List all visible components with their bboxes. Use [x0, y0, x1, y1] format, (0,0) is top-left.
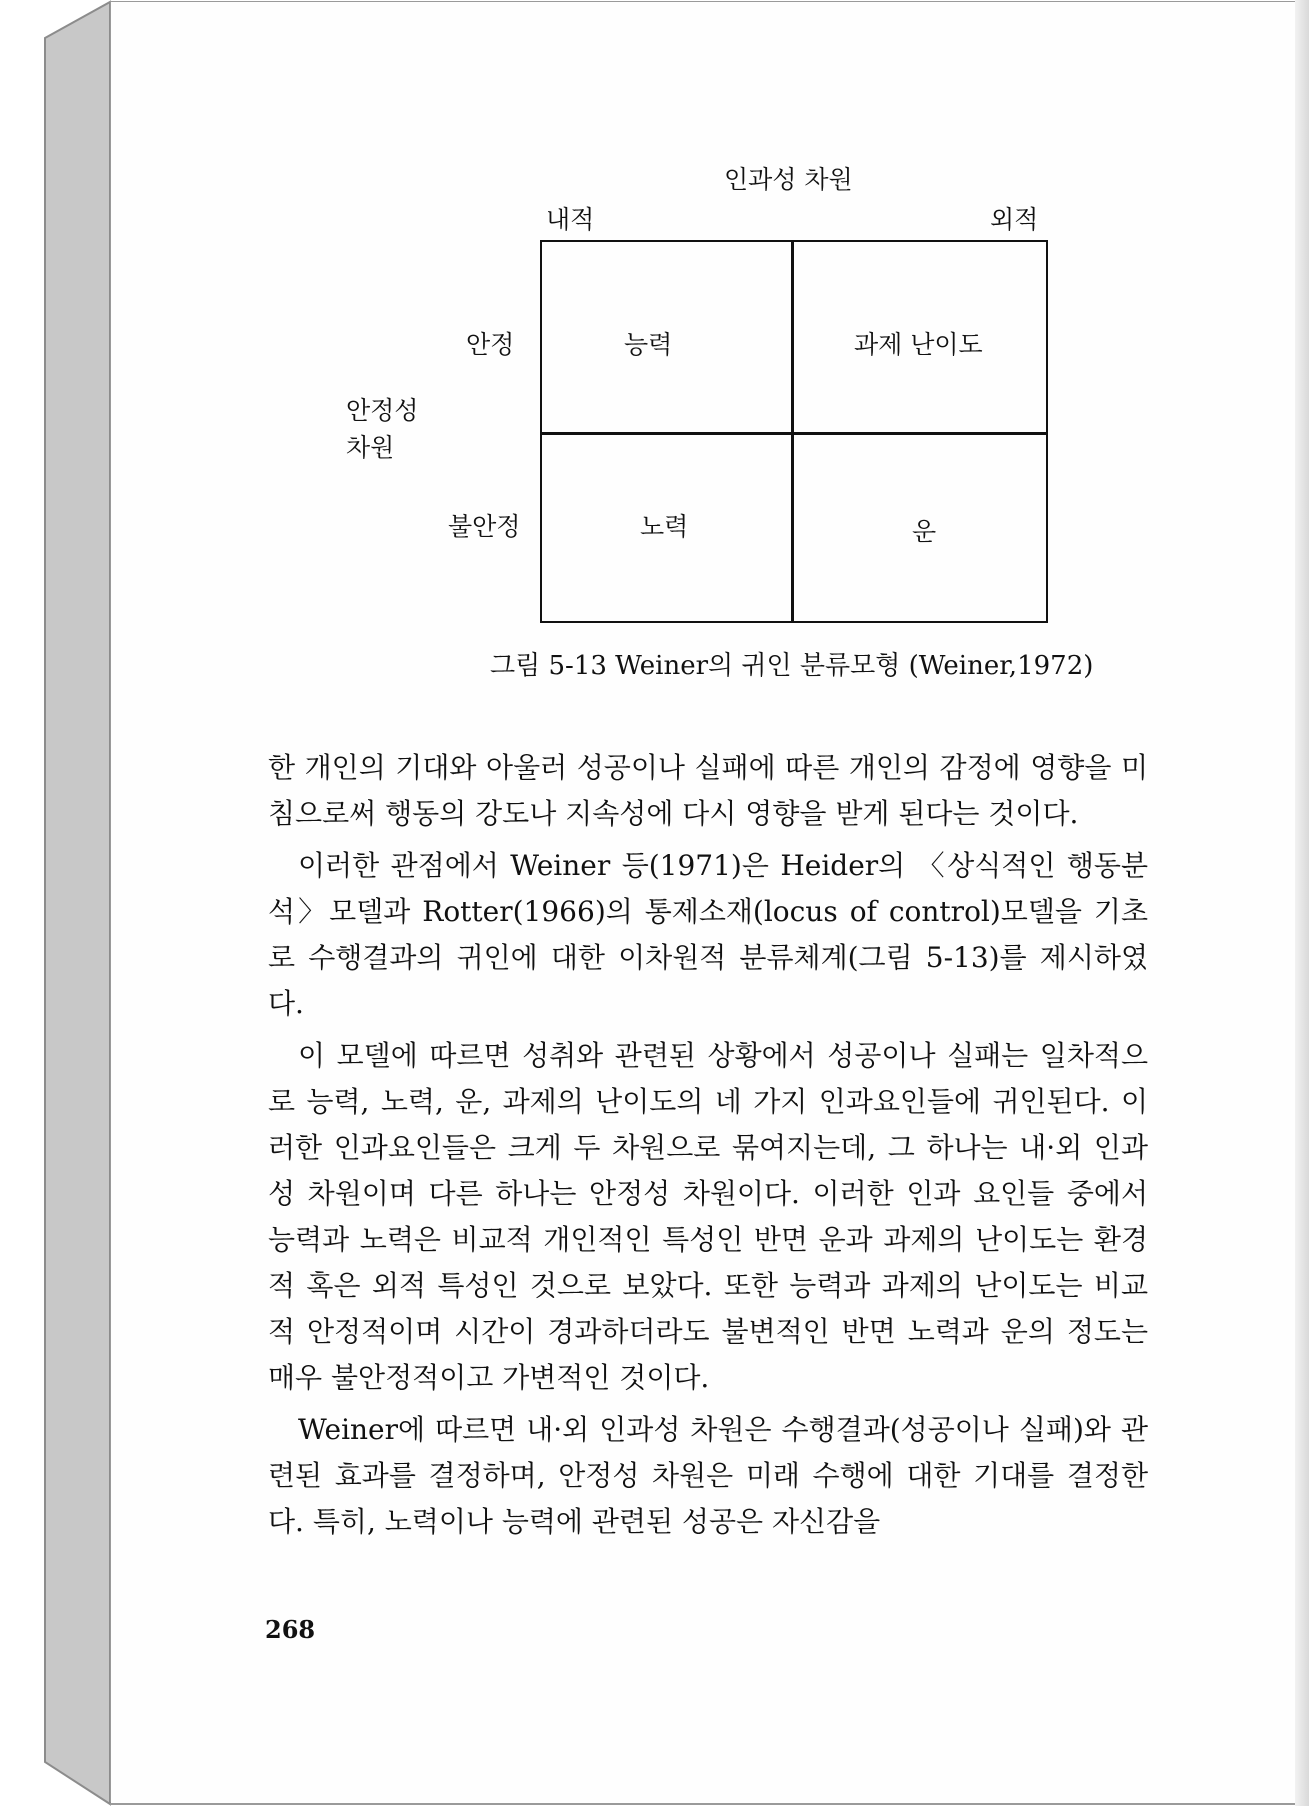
- column-label-internal: 내적: [546, 205, 595, 234]
- paragraph: 이 모델에 따르면 성취와 관련된 상황에서 성공이나 실패는 일차적으로 능력, 노력, 운, 과제의 난이도의 네 가지 인과요인들에 귀인된다. 이러한 인과요인들은 크게 두 차원으로 묶여지는데, 그 하나는 내·외 인과성 차원이며 다른 하나는 안정성 차원이다. 이러한 인과 요인들 중에서 능력과 노력은 비교적 개인적인 특성인 반면 운과 과제의 난이도는 환경적 혹은 외적 특성인 것으로 보았다. 또한 능력과 과제의 난이도는 비교적 안정적이며 시간이 경과하더라도 불변적인 반면 노력과 운의 정도는 매우 불안정적이고 가변적인 것이다.: [268, 1039, 1148, 1394]
- cell-unstable-external: 운: [912, 517, 937, 546]
- cell-stable-external: 과제 난이도: [854, 330, 983, 359]
- paragraph: Weiner에 따르면 내·외 인과성 차원은 수행결과(성공이나 실패)와 관련된 효과를 결정하며, 안정성 차원은 미래 수행에 대한 기대를 결정한다. 특히, 노력이나 능력에 관련된 성공은 자신감을: [268, 1413, 1148, 1538]
- stability-dimension-line2: 차원: [346, 433, 395, 462]
- stability-dimension-line1: 안정성: [346, 396, 419, 425]
- figure-caption: 그림 5-13 Weiner의 귀인 분류모형 (Weiner,1972): [490, 651, 1094, 681]
- column-label-external: 외적: [990, 205, 1039, 234]
- row-label-stable: 안정: [466, 330, 515, 359]
- row-label-unstable: 불안정: [448, 512, 521, 541]
- stability-dimension-label: [346, 392, 418, 466]
- grid-horizontal-divider: [542, 432, 1046, 435]
- paragraph: 한 개인의 기대와 아울러 성공이나 실패에 따른 개인의 감정에 영향을 미침으로써 행동의 강도나 지속성에 다시 영향을 받게 된다는 것이다.: [268, 751, 1148, 830]
- page-number: 268: [265, 1615, 316, 1644]
- body-text: [268, 745, 1148, 1551]
- page-edge: [1295, 0, 1309, 1806]
- paragraph: 이러한 관점에서 Weiner 등(1971)은 Heider의 〈상식적인 행동분석〉모델과 Rotter(1966)의 통제소재(locus of control)모델을 기초로 수행결과의 귀인에 대한 이차원적 분류체계(그림 5-13)를 제시하였다.: [268, 849, 1148, 1020]
- attribution-grid: [540, 240, 1048, 623]
- diagram-title: 인과성 차원: [724, 165, 853, 194]
- cell-unstable-internal: 노력: [640, 512, 689, 541]
- cell-stable-internal: 능력: [624, 330, 673, 359]
